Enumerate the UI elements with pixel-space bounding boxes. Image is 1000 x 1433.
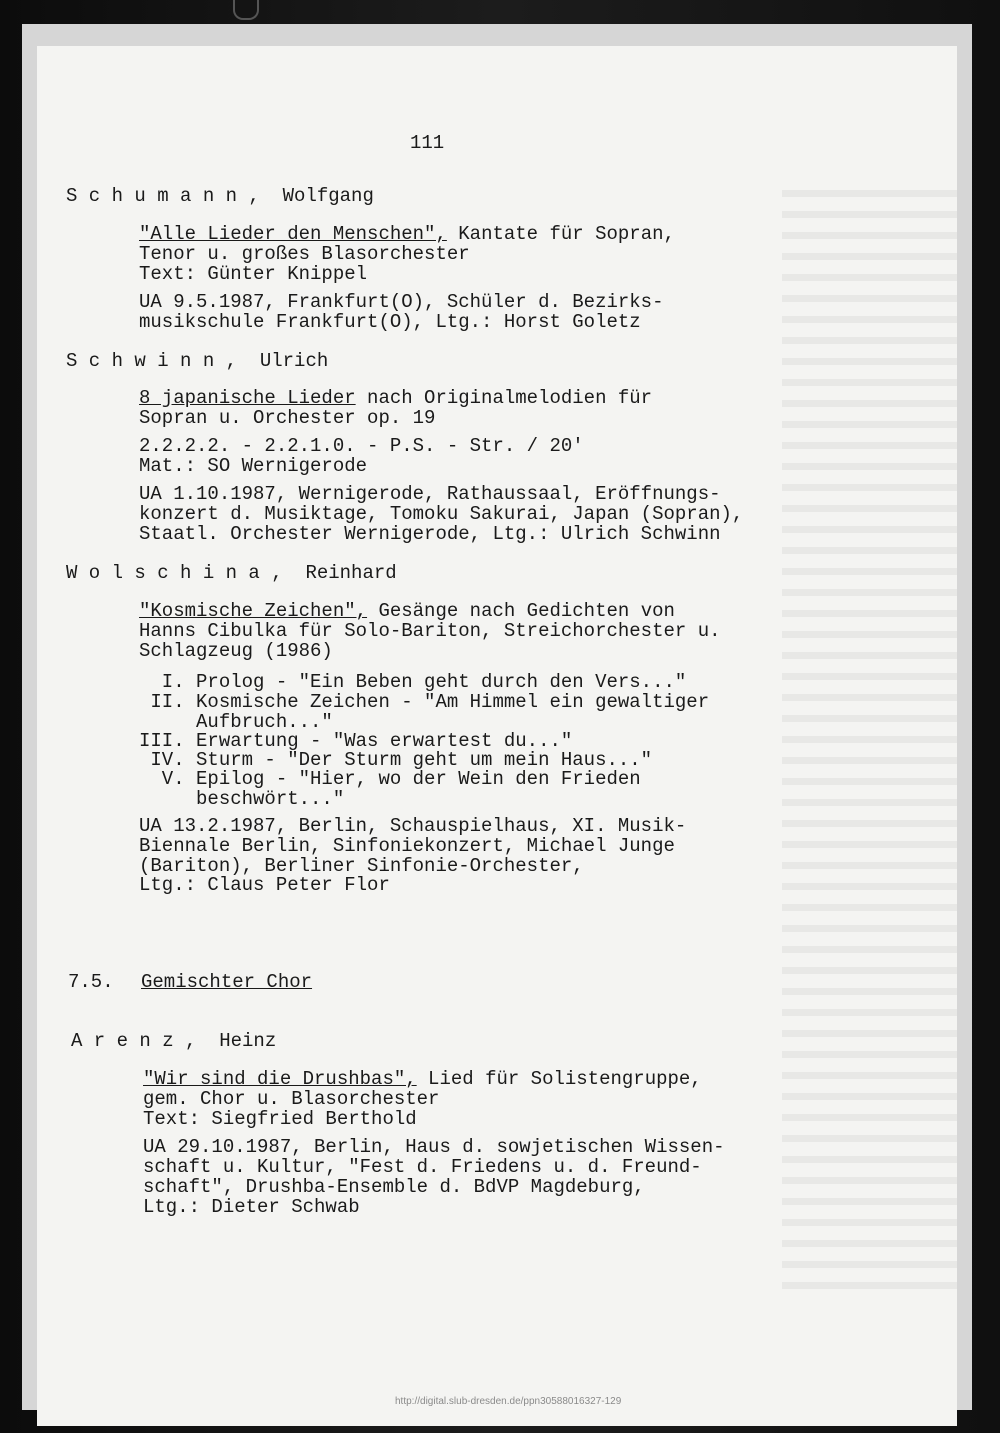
- entry-line: schaft u. Kultur, "Fest d. Friedens u. d. Freund-: [143, 1156, 702, 1178]
- document-page: [37, 46, 957, 1426]
- entry-line: (Bariton), Berliner Sinfonie-Orchester,: [139, 855, 584, 877]
- work-title-line: [139, 602, 675, 621]
- entry-line: gem. Chor u. Blasorchester: [143, 1088, 440, 1110]
- entry-line: Ltg.: Dieter Schwab: [143, 1196, 360, 1218]
- work-title: "Wir sind die Drushbas",: [143, 1068, 417, 1090]
- entry-line: musikschule Frankfurt(O), Ltg.: Horst Goletz: [139, 311, 641, 333]
- work-title-line: [139, 225, 675, 244]
- work-title: 8 japanische Lieder: [139, 387, 356, 409]
- movement-line: II. Kosmische Zeichen - "Am Himmel ein gewaltiger: [139, 691, 710, 713]
- entry-line: Ltg.: Claus Peter Flor: [139, 874, 390, 896]
- page-number: 111: [410, 132, 445, 154]
- page-text: [37, 46, 957, 1426]
- entry-line: UA 9.5.1987, Frankfurt(O), Schüler d. Bezirks-: [139, 291, 664, 313]
- movement-line: III. Erwartung - "Was erwartest du...": [139, 730, 573, 752]
- composer-heading: S c h w i n n , Ulrich: [66, 350, 329, 372]
- movement-line: I. Prolog - "Ein Beben geht durch den Vers...": [139, 671, 687, 693]
- work-title-line: [139, 389, 652, 408]
- work-description: Lied für Solistengruppe,: [416, 1068, 702, 1090]
- composer-heading: S c h u m a n n , Wolfgang: [66, 185, 374, 207]
- entry-line: Staatl. Orchester Wernigerode, Ltg.: Ulrich Schwinn: [139, 523, 721, 545]
- movement-line: IV. Sturm - "Der Sturm geht um mein Haus...": [139, 749, 653, 771]
- entry-line: Schlagzeug (1986): [139, 640, 333, 662]
- entry-line: Mat.: SO Wernigerode: [139, 455, 368, 477]
- movement-line: beschwört...": [139, 788, 345, 810]
- entry-line: Text: Siegfried Berthold: [143, 1108, 417, 1130]
- entry-line: Sopran u. Orchester op. 19: [139, 407, 436, 429]
- entry-line: schaft", Drushba-Ensemble d. BdVP Magdeburg,: [143, 1176, 645, 1198]
- composer-heading: W o l s c h i n a , Reinhard: [66, 562, 397, 584]
- composer-heading: A r e n z , Heinz: [71, 1030, 277, 1052]
- entry-line: Hanns Cibulka für Solo-Bariton, Streichorchester u.: [139, 620, 721, 642]
- entry-line: Biennale Berlin, Sinfoniekonzert, Michael Junge: [139, 835, 675, 857]
- work-title-line: [143, 1070, 702, 1089]
- work-title: "Alle Lieder den Menschen",: [139, 223, 447, 245]
- section-title: Gemischter Chor: [141, 971, 313, 993]
- work-description: nach Originalmelodien für: [355, 387, 653, 409]
- movement-line: Aufbruch...": [139, 711, 333, 733]
- entry-line: UA 1.10.1987, Wernigerode, Rathaussaal, Eröffnungs-: [139, 483, 721, 505]
- entry-line: Text: Günter Knippel: [139, 263, 368, 285]
- entry-line: 2.2.2.2. - 2.2.1.0. - P.S. - Str. / 20': [139, 435, 584, 457]
- entry-line: UA 29.10.1987, Berlin, Haus d. sowjetischen Wissen-: [143, 1136, 725, 1158]
- footer-url: http://digital.slub-dresden.de/ppn30588016327-129: [395, 1396, 622, 1407]
- work-description: Kantate für Sopran,: [446, 223, 675, 245]
- entry-line: Tenor u. großes Blasorchester: [139, 243, 470, 265]
- section-number: 7.5.: [68, 971, 114, 993]
- work-title: "Kosmische Zeichen",: [139, 600, 368, 622]
- binder-clip: [233, 0, 259, 20]
- page-stack: [22, 24, 972, 1410]
- movement-line: V. Epilog - "Hier, wo der Wein den Frieden: [139, 768, 641, 790]
- entry-line: konzert d. Musiktage, Tomoku Sakurai, Japan (Sopran),: [139, 503, 744, 525]
- entry-line: UA 13.2.1987, Berlin, Schauspielhaus, XI. Musik-: [139, 815, 687, 837]
- work-description: Gesänge nach Gedichten von: [367, 600, 675, 622]
